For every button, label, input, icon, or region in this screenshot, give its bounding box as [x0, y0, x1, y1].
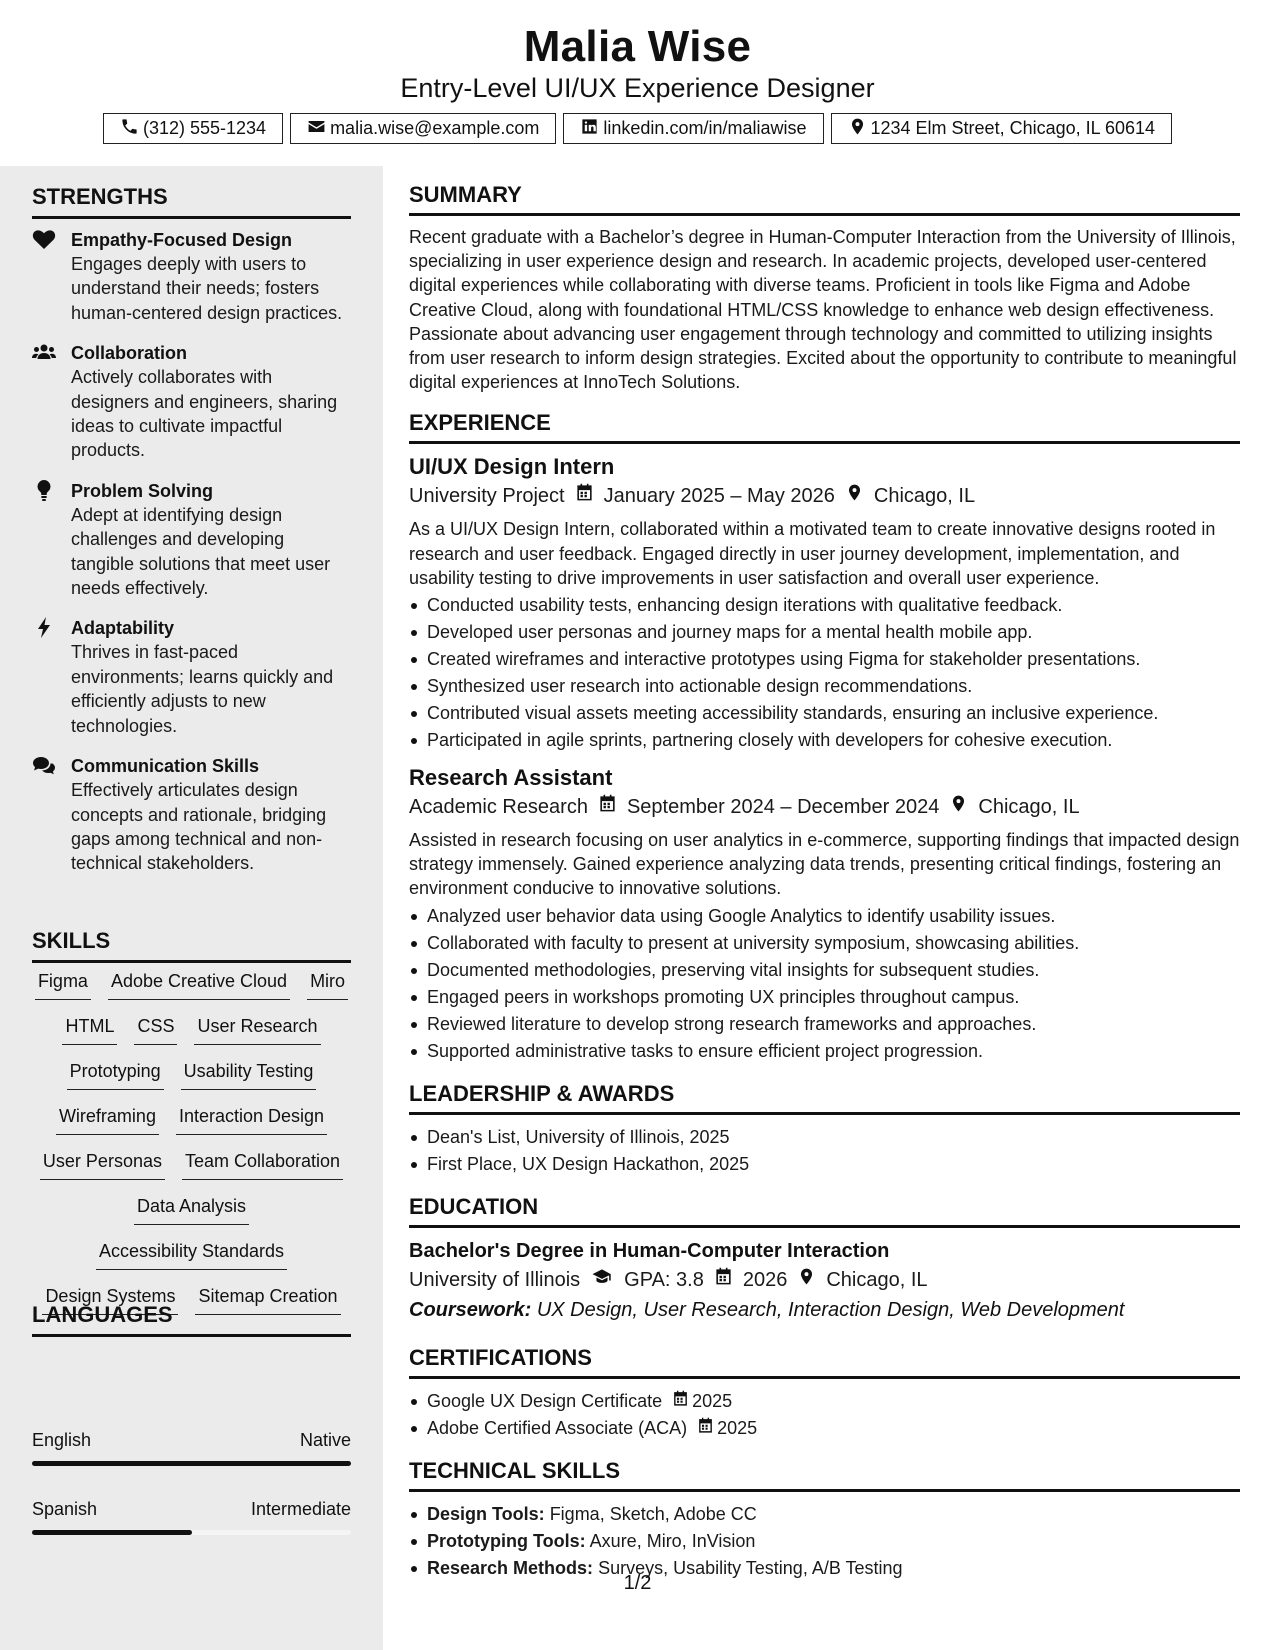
skills-list	[32, 971, 351, 1331]
calendar-icon	[697, 1415, 714, 1442]
certifications-list	[409, 1388, 1240, 1442]
certification-name: Adobe Certified Associate (ACA)	[427, 1417, 688, 1438]
skill-row	[32, 1196, 351, 1241]
strength-item	[32, 479, 351, 601]
skill-tag: User Personas	[40, 1151, 165, 1180]
list-item: Developed user personas and journey maps for a mental health mobile app.	[409, 619, 1240, 646]
skill-tag: Usability Testing	[181, 1061, 317, 1090]
skill-tag: Interaction Design	[176, 1106, 327, 1135]
certifications-heading: CERTIFICATIONS	[409, 1345, 1240, 1379]
language-level: Native	[299, 1430, 351, 1450]
technical-value: Surveys, Usability Testing, A/B Testing	[598, 1557, 903, 1578]
list-item	[409, 1415, 1240, 1442]
language-proficiency-fill	[32, 1461, 351, 1466]
technical-value: Axure, Miro, InVision	[589, 1530, 756, 1551]
coursework-label: Coursework:	[409, 1298, 532, 1321]
education-coursework	[409, 1295, 1240, 1325]
strength-title: Collaboration	[71, 343, 187, 364]
contact-phone[interactable]	[103, 113, 283, 144]
calendar-icon	[714, 1265, 733, 1295]
strength-title: Communication Skills	[71, 756, 260, 777]
job-dates: January 2025 – May 2026	[603, 485, 835, 508]
graduation-cap-icon	[590, 1265, 614, 1295]
contact-bar	[0, 113, 1275, 144]
skill-row	[32, 1241, 351, 1286]
list-item: Analyzed user behavior data using Google Analytics to identify usability issues.	[409, 903, 1240, 930]
language-proficiency-fill	[32, 1530, 192, 1535]
contact-email-text: malia.wise@example.com	[330, 118, 540, 138]
education-year: 2026	[742, 1268, 788, 1291]
resume-header	[0, 0, 1275, 166]
coursework-list: UX Design, User Research, Interaction Design, Web Development	[536, 1298, 1125, 1321]
certification-name: Google UX Design Certificate	[427, 1390, 663, 1411]
list-item: Engaged peers in workshops promoting UX principles throughout campus.	[409, 984, 1240, 1011]
list-item: Synthesized user research into actionable design recommendations.	[409, 673, 1240, 700]
strength-title: Problem Solving	[71, 480, 214, 501]
language-level: Intermediate	[250, 1499, 351, 1519]
strengths-heading: STRENGTHS	[32, 184, 351, 219]
contact-linkedin[interactable]	[563, 113, 823, 144]
list-item: Participated in agile sprints, partnering closely with developers for cohesive execution.	[409, 727, 1240, 754]
education-heading: EDUCATION	[409, 1194, 1240, 1228]
strength-item	[32, 228, 351, 325]
strength-desc: Engages deeply with users to understand their needs; fosters human-centered design practices.	[71, 254, 343, 323]
job-bullets	[409, 903, 1240, 1065]
contact-address[interactable]	[831, 113, 1173, 144]
technical-label: Prototyping Tools:	[427, 1530, 586, 1551]
summary-heading: SUMMARY	[409, 182, 1240, 216]
job-description: Assisted in research focusing on user analytics in e-commerce, supporting findings that impacted design strategy immensely. Gained experience analyzing data trends, presenting critical findings, fostering an environment conducive to innovative solutions.	[409, 830, 1240, 899]
skill-tag: Wireframing	[56, 1106, 159, 1135]
contact-linkedin-text: linkedin.com/in/maliawise	[603, 118, 807, 138]
list-item: Collaborated with faculty to present at university symposium, showcasing abilities.	[409, 930, 1240, 957]
comments-icon	[32, 755, 56, 776]
list-item: Documented methodologies, preserving vital insights for subsequent studies.	[409, 957, 1240, 984]
leadership-heading: LEADERSHIP & AWARDS	[409, 1081, 1240, 1115]
strength-item	[32, 616, 351, 738]
linkedin-icon	[580, 117, 599, 141]
technical-value: Figma, Sketch, Adobe CC	[549, 1503, 757, 1524]
education-school: University of Illinois	[409, 1268, 581, 1291]
technical-skills-heading: TECHNICAL SKILLS	[409, 1458, 1240, 1492]
strength-item	[32, 754, 351, 876]
education-meta	[409, 1265, 1240, 1295]
skill-row	[32, 1016, 351, 1061]
job-location: Chicago, IL	[873, 485, 976, 508]
skills-heading: SKILLS	[32, 928, 351, 963]
strength-desc: Actively collaborates with designers and engineers, sharing ideas to cultivate impactful products.	[71, 367, 338, 461]
education-gpa: GPA: 3.8	[624, 1268, 704, 1291]
certification-year: 2025	[717, 1417, 758, 1438]
skill-tag: Sitemap Creation	[195, 1286, 340, 1315]
skill-row	[32, 1106, 351, 1151]
skill-tag: CSS	[134, 1016, 177, 1045]
heart-icon	[32, 229, 56, 250]
job-dates: September 2024 – December 2024	[626, 796, 940, 819]
map-pin-icon	[797, 1265, 816, 1295]
page-number: 1/2	[623, 1572, 652, 1594]
envelope-icon	[307, 117, 326, 141]
contact-address-text: 1234 Elm Street, Chicago, IL 60614	[870, 118, 1156, 138]
sidebar	[0, 166, 383, 1650]
users-icon	[32, 342, 56, 363]
languages-heading: LANGUAGES	[32, 1302, 351, 1337]
skill-tag: Design Systems	[42, 1286, 178, 1315]
strength-title: Adaptability	[71, 618, 175, 639]
technical-label: Design Tools:	[427, 1503, 545, 1524]
skill-tag: Team Collaboration	[182, 1151, 343, 1180]
candidate-name: Malia Wise	[523, 22, 752, 71]
phone-icon	[120, 117, 139, 141]
summary-text: Recent graduate with a Bachelor’s degree in Human-Computer Interaction from the University of Illinois, specializing in user experience design and research. In academic projects, developed user-centered digital experiences while collaborating with diverse teams. Proficient in tools like Figma and Adobe Creative Cloud, along with foundational HTML/CSS knowledge to enhance web design effectiveness. Passionate about advancing user engagement through technology and committed to utilizing insights from user research to inform design strategies. Excited about the opportunity to contribute to meaningful digital experiences at InnoTech Solutions.	[409, 227, 1237, 393]
skill-row	[32, 1061, 351, 1106]
skill-tag: Figma	[35, 971, 91, 1000]
technical-skills-list	[409, 1501, 1240, 1582]
list-item: Supported administrative tasks to ensure efficient project progression.	[409, 1038, 1240, 1065]
calendar-icon	[575, 481, 594, 511]
skill-row	[32, 1151, 351, 1196]
language-name: English	[32, 1430, 92, 1450]
strength-desc: Adept at identifying design challenges and developing tangible solutions that meet user needs effectively.	[71, 504, 331, 599]
contact-phone-text: (312) 555-1234	[142, 118, 267, 138]
list-item: First Place, UX Design Hackathon, 2025	[409, 1151, 1240, 1178]
job-org: Academic Research	[409, 796, 588, 819]
skill-tag: Prototyping	[67, 1061, 164, 1090]
contact-email[interactable]	[290, 113, 556, 144]
job-description: As a UI/UX Design Intern, collaborated within a motivated team to create innovative designs rooted in research and user feedback. Engaged directly in user journey development, implementation, and usability testing to drive improvements in user satisfaction and overall user experience.	[409, 519, 1216, 588]
list-item	[409, 1528, 1240, 1555]
map-pin-icon	[848, 117, 867, 141]
certification-year: 2025	[692, 1390, 733, 1411]
language-item	[32, 1499, 351, 1535]
job-title: UI/UX Design Intern	[409, 454, 615, 480]
list-item: Dean's List, University of Illinois, 2025	[409, 1124, 1240, 1151]
list-item: Created wireframes and interactive prototypes using Figma for stakeholder presentations.	[409, 646, 1240, 673]
language-name: Spanish	[32, 1499, 98, 1519]
lightbulb-icon	[32, 480, 56, 501]
bolt-icon	[32, 617, 56, 638]
skill-tag: Miro	[307, 971, 348, 1000]
leadership-list	[409, 1124, 1240, 1178]
calendar-icon	[672, 1388, 689, 1415]
skill-tag: Accessibility Standards	[96, 1241, 287, 1270]
technical-label: Research Methods:	[427, 1557, 594, 1578]
language-proficiency-bar	[32, 1461, 351, 1466]
map-pin-icon	[845, 481, 864, 511]
strength-item	[32, 341, 351, 463]
skill-tag: Adobe Creative Cloud	[108, 971, 290, 1000]
list-item: Conducted usability tests, enhancing design iterations with qualitative feedback.	[409, 592, 1240, 619]
education-degree: Bachelor's Degree in Human-Computer Interaction	[409, 1239, 890, 1262]
language-proficiency-bar	[32, 1530, 351, 1535]
calendar-icon	[598, 792, 617, 822]
job-location: Chicago, IL	[978, 796, 1080, 819]
job-org: University Project	[409, 485, 565, 508]
strength-desc: Effectively articulates design concepts and rationale, bridging gaps among technical and non-technical stakeholders.	[71, 780, 327, 874]
strengths-list	[32, 228, 351, 892]
experience-heading: EXPERIENCE	[409, 410, 1240, 444]
job-bullets	[409, 592, 1240, 754]
candidate-title: Entry-Level UI/UX Experience Designer	[400, 73, 875, 103]
job-title: Research Assistant	[409, 765, 613, 791]
skill-tag: Data Analysis	[134, 1196, 249, 1225]
strength-desc: Thrives in fast-paced environments; learns quickly and efficiently adjusts to new technologies.	[71, 642, 334, 736]
list-item	[409, 1388, 1240, 1415]
list-item: Contributed visual assets meeting accessibility standards, ensuring an inclusive experience.	[409, 700, 1240, 727]
list-item: Reviewed literature to develop strong research frameworks and approaches.	[409, 1011, 1240, 1038]
job-meta	[409, 481, 1240, 511]
map-pin-icon	[949, 792, 968, 822]
strength-title: Empathy-Focused Design	[71, 230, 293, 250]
job-entry	[409, 764, 1240, 1065]
skill-row	[32, 971, 351, 1016]
job-meta	[409, 792, 1240, 822]
education-entry	[409, 1237, 1240, 1325]
job-entry	[409, 453, 1240, 754]
skill-tag: HTML	[62, 1016, 117, 1045]
language-item	[32, 1430, 351, 1466]
main-content	[409, 166, 1240, 1582]
education-location: Chicago, IL	[826, 1268, 928, 1291]
skill-tag: User Research	[194, 1016, 320, 1045]
list-item	[409, 1501, 1240, 1528]
